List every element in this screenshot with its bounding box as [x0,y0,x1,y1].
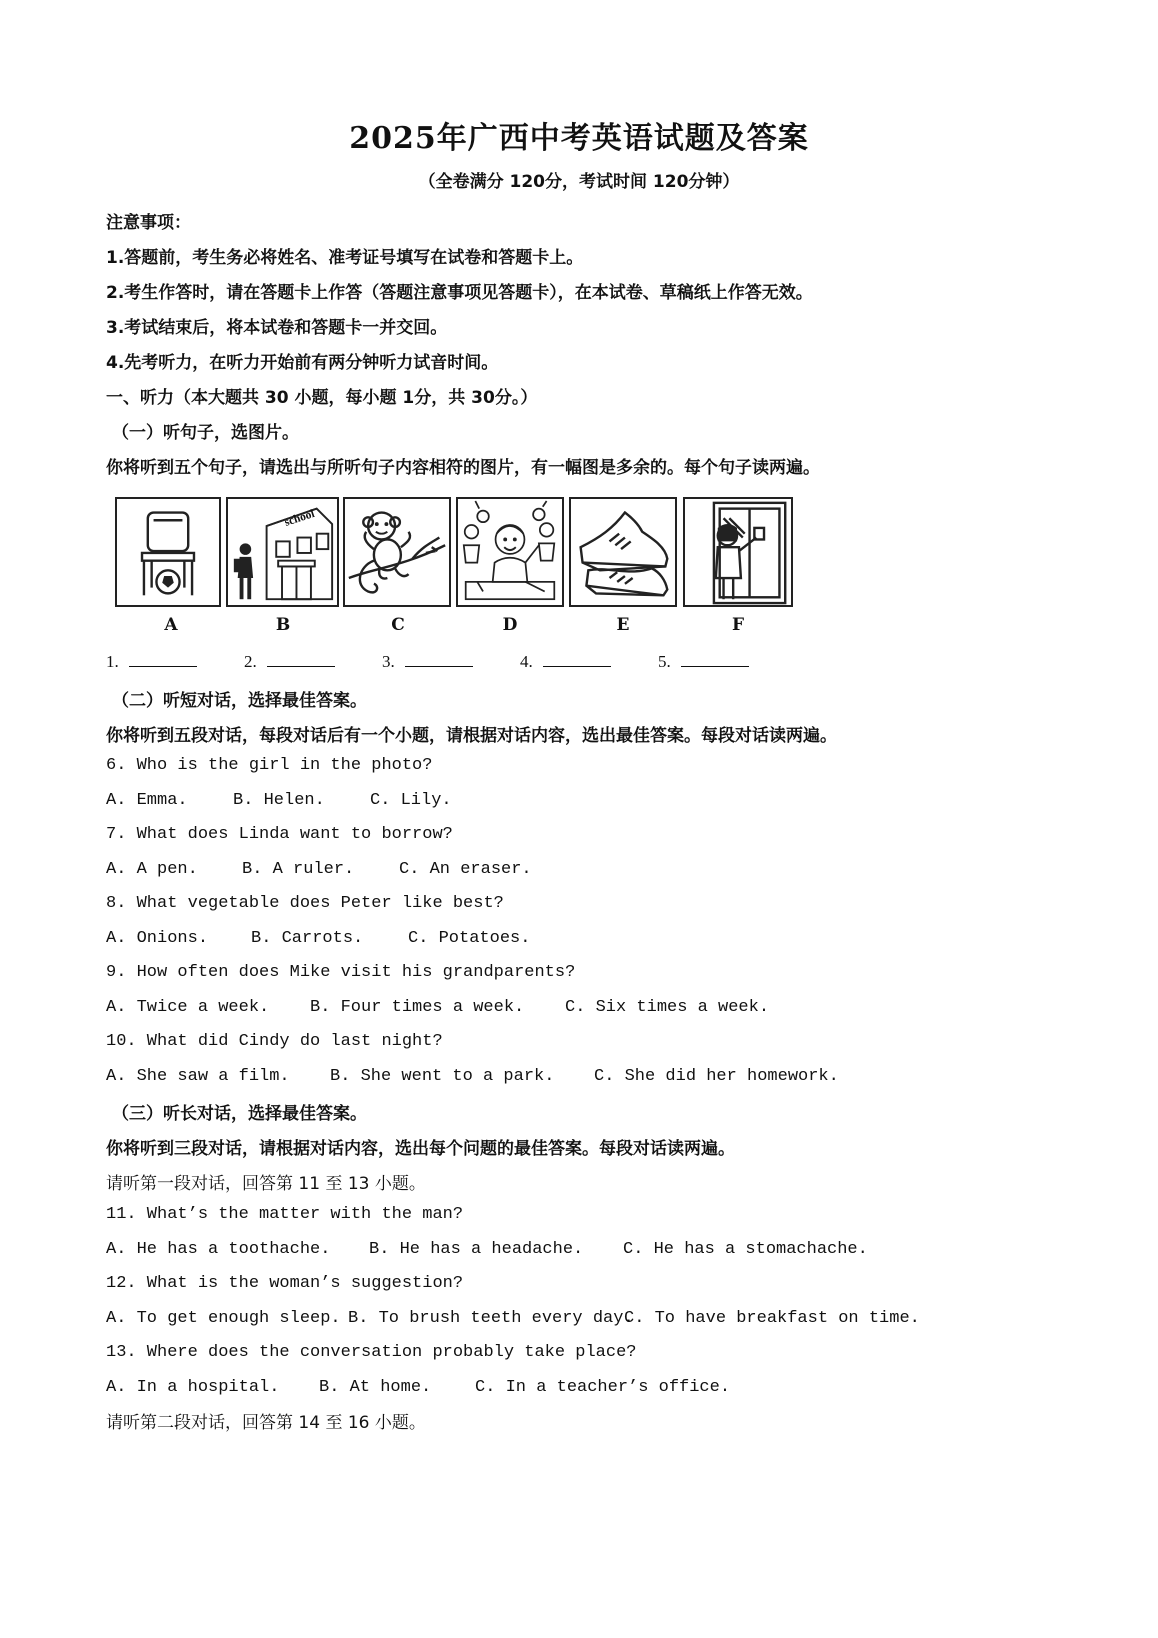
note-item: 3.考试结束后，将本试卷和答题卡一并交回。 [106,318,448,338]
note-item: 1.答题前，考生务必将姓名、准考证号填写在试卷和答题卡上。 [106,248,584,268]
option[interactable]: B. Carrots. [251,929,364,948]
option[interactable]: C. Lily. [370,791,452,810]
option[interactable]: B. Helen. [233,791,325,810]
option[interactable]: B. She went to a park. [330,1067,555,1086]
sneakers-icon [571,499,675,605]
option[interactable]: C. He has a stomachache. [623,1240,868,1259]
note-item: 4.先考听力，在听力开始前有两分钟听力试音时间。 [106,353,499,373]
option[interactable]: A. Twice a week. [106,998,270,1017]
listening-heading: 一、听力（本大题共 30 小题，每小题 1分，共 30分。） [106,388,538,408]
school-sign: school [282,506,317,529]
picture-label: F [731,615,745,635]
option[interactable]: B. To brush teeth every day. [348,1309,634,1328]
part1-instruction: 你将听到五个句子，请选出与所听句子内容相符的图片，有一幅图是多余的。每个句子读两遍。 [106,458,820,478]
picture-label: D [502,615,518,635]
chair-ball-icon [117,499,219,605]
question: 6. Who is the girl in the photo? [106,756,433,775]
question: 12. What is the woman’s suggestion? [106,1274,464,1293]
question: 7. What does Linda want to borrow? [106,825,453,844]
answer-blank-3[interactable]: 3. [382,650,473,672]
picture-e [569,497,677,607]
answer-blank-5[interactable]: 5. [658,650,749,672]
option[interactable]: A. He has a toothache. [106,1240,331,1259]
option[interactable]: B. At home. [319,1378,432,1397]
option[interactable]: C. An eraser. [399,860,532,879]
notes-heading: 注意事项： [106,213,191,233]
question: 10. What did Cindy do last night? [106,1032,443,1051]
note-item: 2.考生作答时，请在答题卡上作答（答题注意事项见答题卡），在本试卷、草稿纸上作答无效。 [106,283,813,303]
part3-heading: （三）听长对话，选择最佳答案。 [112,1104,367,1124]
option[interactable]: A. To get enough sleep. [106,1309,341,1328]
school-boy-icon [228,499,337,605]
option[interactable]: C. Six times a week. [565,998,770,1017]
option[interactable]: C. To have breakfast on time. [624,1309,920,1328]
picture-label: B [275,615,291,635]
option[interactable]: A. Onions. [106,929,209,948]
option[interactable]: A. She saw a film. [106,1067,290,1086]
answer-blank-4[interactable]: 4. [520,650,611,672]
boy-classroom-icon [458,499,562,605]
option[interactable]: C. In a teacher’s office. [475,1378,731,1397]
answer-blanks [106,650,906,674]
answer-blank-1[interactable]: 1. [106,650,197,672]
page-title: 2025年广西中考英语试题及答案 [349,121,809,156]
answer-blank-2[interactable]: 2. [244,650,335,672]
question: 9. How often does Mike visit his grandparents? [106,963,576,982]
part3-instruction: 你将听到三段对话，请根据对话内容，选出每个问题的最佳答案。每段对话读两遍。 [106,1139,735,1159]
question: 8. What vegetable does Peter like best? [106,894,504,913]
picture-c [343,497,451,607]
dialog2-intro: 请听第二段对话，回答第 14 至 16 小题。 [106,1413,426,1433]
picture-label: C [391,615,405,635]
picture-label: A [164,615,178,635]
dialog1-intro: 请听第一段对话，回答第 11 至 13 小题。 [106,1174,426,1194]
option[interactable]: A. A pen. [106,860,198,879]
option[interactable]: C. She did her homework. [594,1067,839,1086]
picture-b [226,497,339,607]
option[interactable]: A. Emma. [106,791,188,810]
option[interactable]: C. Potatoes. [408,929,531,948]
part2-instruction: 你将听到五段对话，每段对话后有一个小题，请根据对话内容，选出最佳答案。每段对话读两遍。 [106,726,837,746]
option[interactable]: A. In a hospital. [106,1378,280,1397]
picture-d [456,497,564,607]
picture-a [115,497,221,607]
option[interactable]: B. A ruler. [242,860,355,879]
question: 13. Where does the conversation probably take place? [106,1343,637,1362]
monkey-branch-icon [345,499,449,605]
option[interactable]: B. He has a headache. [369,1240,584,1259]
part1-heading: （一）听句子，选图片。 [112,423,299,443]
picture-f [683,497,793,607]
girl-cleaning-window-icon [685,499,791,605]
option[interactable]: B. Four times a week. [310,998,525,1017]
picture-label: E [616,615,630,635]
part2-heading: （二）听短对话，选择最佳答案。 [112,691,367,711]
page-subtitle: （全卷满分 120分，考试时间 120分钟） [418,172,740,192]
question: 11. What’s the matter with the man? [106,1205,464,1224]
